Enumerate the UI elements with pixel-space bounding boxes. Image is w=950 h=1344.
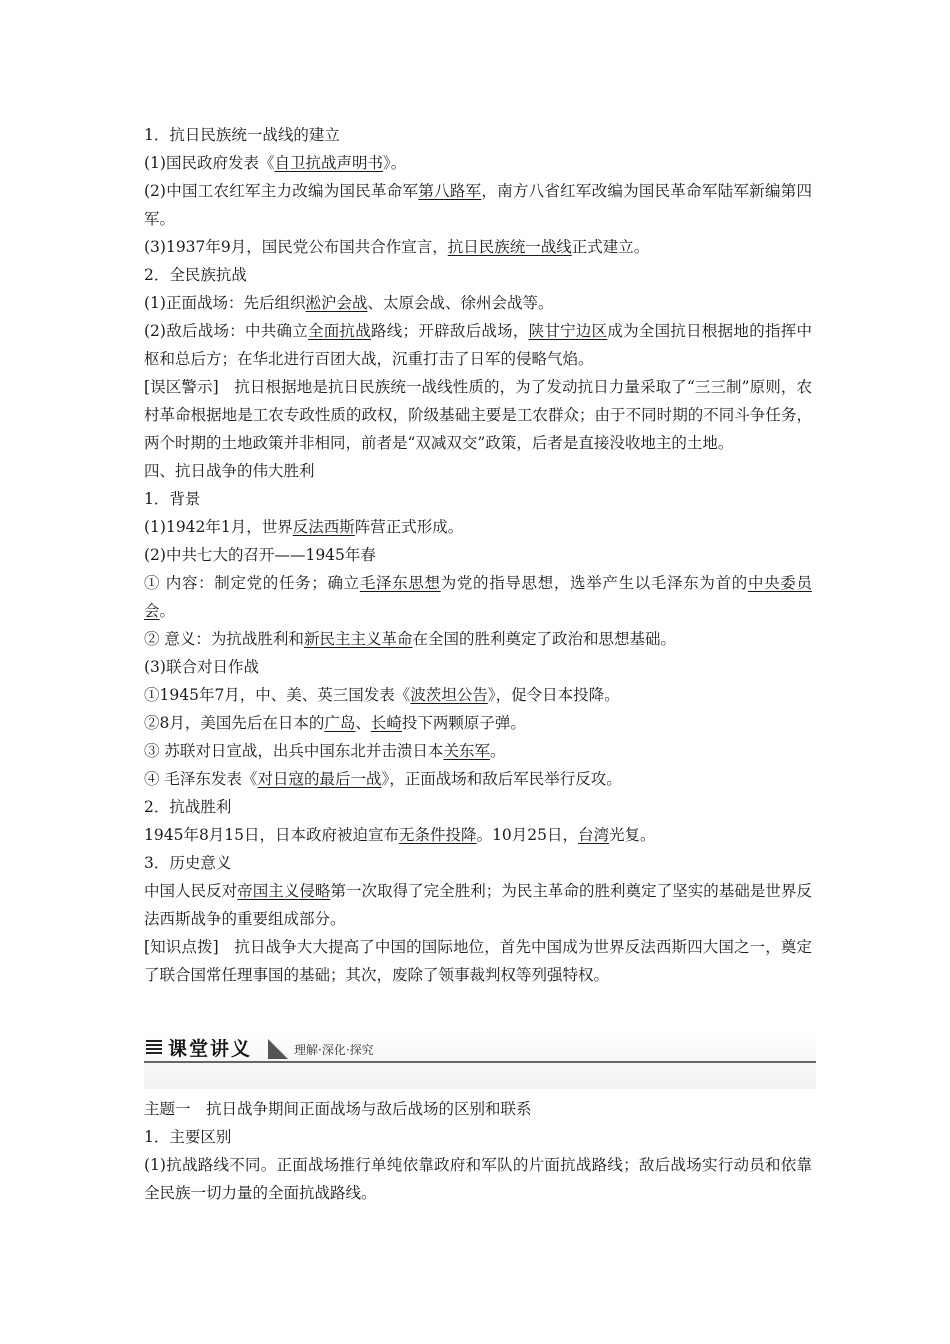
- subsection-heading: 2．抗战胜利: [144, 798, 232, 816]
- section-heading: 1．抗日民族统一战线的建立: [144, 126, 340, 144]
- list-item: 中国人民反对帝国主义侵略第一次取得了完全胜利；为民主革命的胜利奠定了坚实的基础是世界反法西斯战争的重要组成部分。: [144, 882, 812, 928]
- tip-note: [知识点拨] 抗日战争大大提高了中国的国际地位，首先中国成为世界反法西斯四大国之一，奠定了联合国常任理事国的基础；其次，废除了领事裁判权等列强特权。: [144, 938, 812, 984]
- list-item: ③ 苏联对日宣战，出兵中国东北并击溃日本关东军。: [144, 742, 506, 760]
- banner-title: 课堂讲义: [168, 1038, 253, 1060]
- list-item: (2)敌后战场：中共确立全面抗战路线；开辟敌后战场，陕甘宁边区成为全国抗日根据地的指挥中枢和总后方；在华北进行百团大战，沉重打击了日军的侵略气焰。: [144, 322, 812, 368]
- list-item: ②8月，美国先后在日本的广岛、长崎投下两颗原子弹。: [144, 714, 526, 732]
- wedge-icon: [268, 1039, 288, 1059]
- list-item: (1)正面战场：先后组织淞沪会战、太原会战、徐州会战等。: [144, 294, 554, 312]
- list-item: (2)中国工农红军主力改编为国民革命军第八路军，南方八省红军改编为国民革命军陆军新编第四军。: [144, 182, 812, 228]
- topic-body: [144, 1095, 812, 1207]
- topic-heading: 主题一 抗日战争期间正面战场与敌后战场的区别和联系: [144, 1100, 532, 1118]
- section-banner: [144, 1031, 816, 1089]
- list-item: (2)中共七大的召开——1945年春: [144, 546, 376, 564]
- list-item: (3)1937年9月，国民党公布国共合作宣言，抗日民族统一战线正式建立。: [144, 238, 650, 256]
- list-item: (1)1942年1月，世界反法西斯阵营正式形成。: [144, 518, 464, 536]
- subsection-heading: 3．历史意义: [144, 854, 232, 872]
- topic-paragraph: (1)抗战路线不同。正面战场推行单纯依靠政府和军队的片面抗战路线；敌后战场实行动员和依靠全民族一切力量的全面抗战路线。: [144, 1156, 812, 1202]
- warning-note: [误区警示] 抗日根据地是抗日民族统一战线性质的，为了发动抗日力量采取了“三三制”原则，农村革命根据地是工农专政性质的政权，阶级基础主要是工农群众；由于不同时期的不同斗争任务，两个时期的土地政策并非相同，前者是“双减双交”政策，后者是直接没收地主的土地。: [144, 378, 812, 452]
- banner-subtitle: 理解·深化·探究: [294, 1043, 374, 1057]
- section-heading: 2．全民族抗战: [144, 266, 247, 284]
- document-body: [144, 121, 812, 989]
- banner-rule: [144, 1061, 816, 1063]
- list-item: ①1945年7月，中、美、英三国发表《波茨坦公告》，促令日本投降。: [144, 686, 620, 704]
- stripes-icon: [146, 1040, 162, 1058]
- section-heading: 四、抗日战争的伟大胜利: [144, 462, 315, 480]
- list-item: 1945年8月15日，日本政府被迫宣布无条件投降。10月25日，台湾光复。: [144, 826, 656, 844]
- list-item: (1)国民政府发表《自卫抗战声明书》。: [144, 154, 407, 172]
- subsection-heading: 1．背景: [144, 490, 201, 508]
- list-item: ① 内容：制定党的任务；确立毛泽东思想为党的指导思想，选举产生以毛泽东为首的中央委员会。: [144, 574, 812, 620]
- list-item: ④ 毛泽东发表《对日寇的最后一战》，正面战场和敌后军民举行反攻。: [144, 770, 622, 788]
- subsection-heading: 1．主要区别: [144, 1128, 232, 1146]
- list-item: (3)联合对日作战: [144, 658, 259, 676]
- list-item: ② 意义：为抗战胜利和新民主主义革命在全国的胜利奠定了政治和思想基础。: [144, 630, 676, 648]
